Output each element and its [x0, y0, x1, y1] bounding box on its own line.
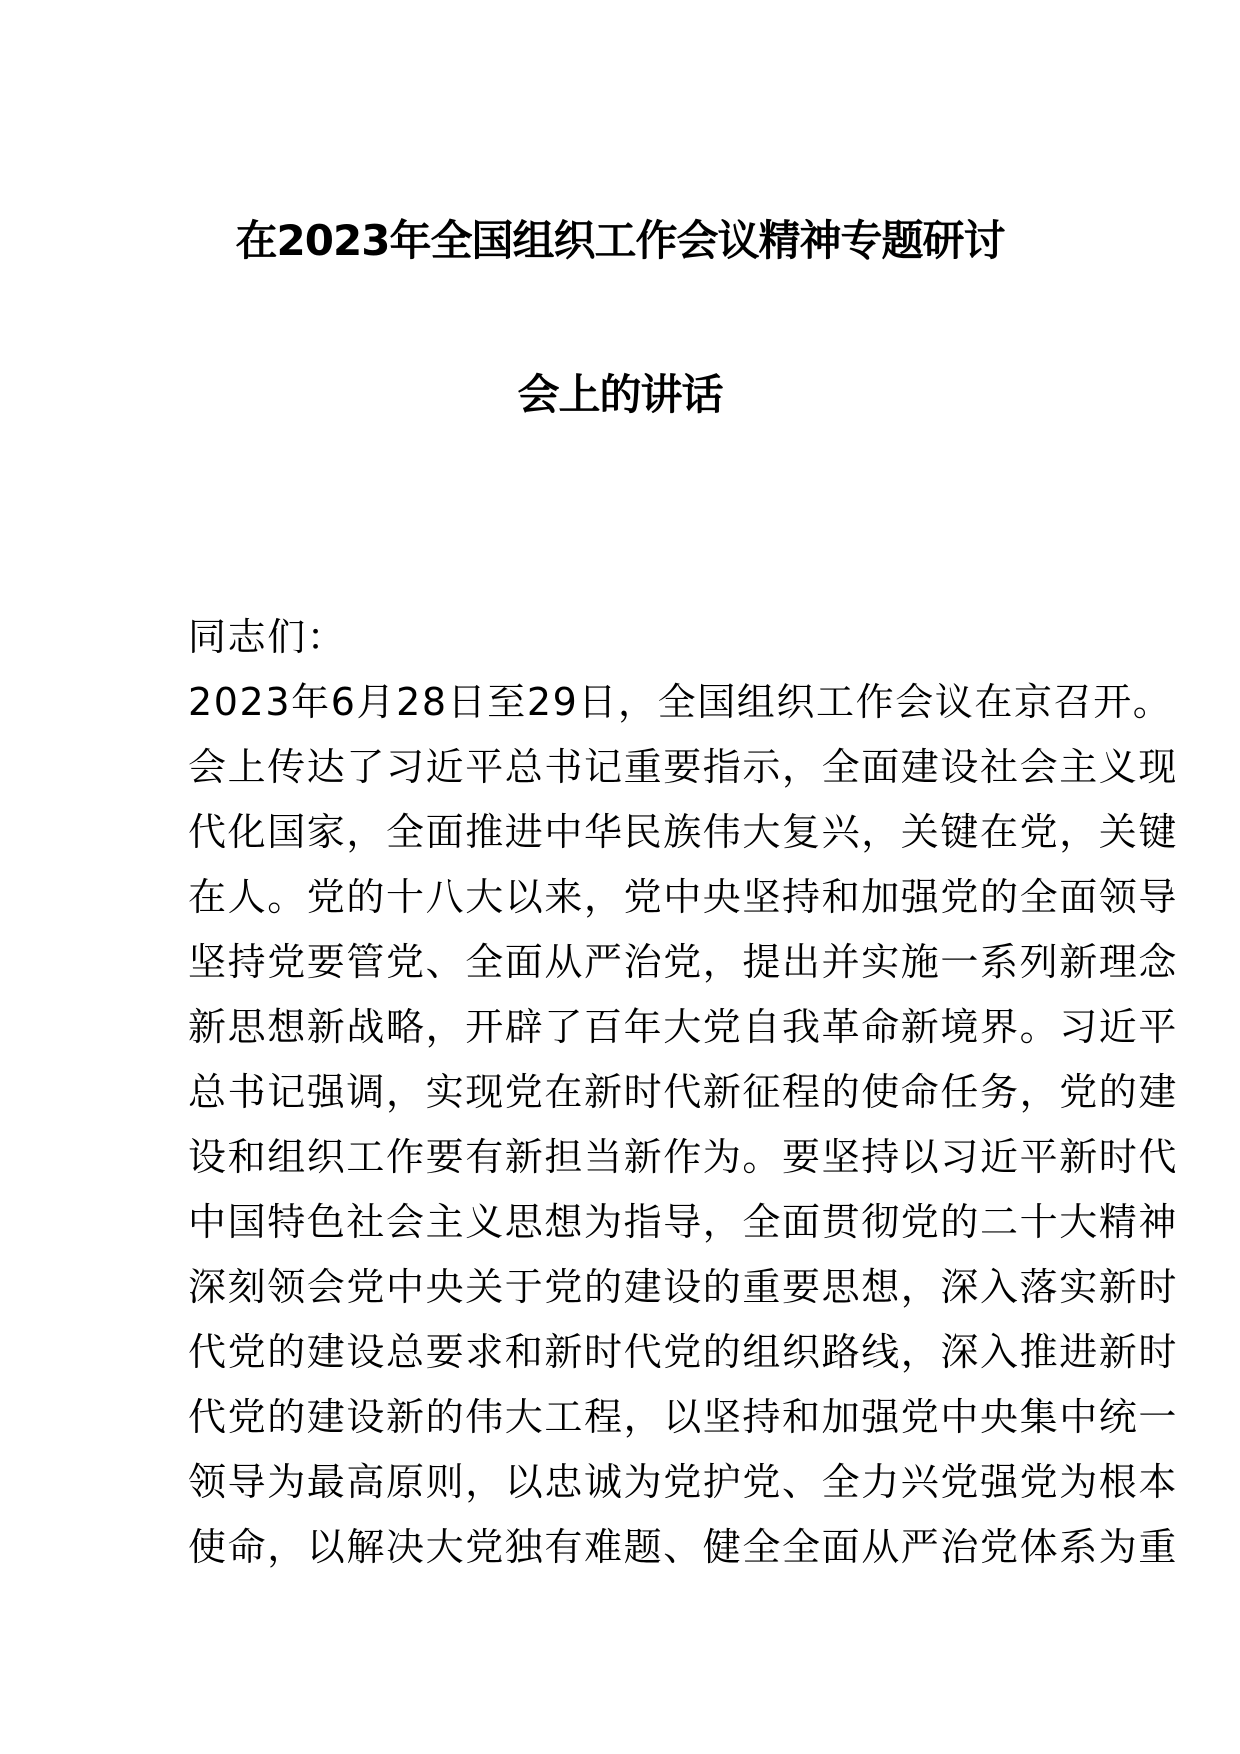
document-body	[188, 605, 1179, 1580]
body-line: 新思想新战略，开辟了百年大党自我革命新境界。习近平	[188, 1005, 1179, 1049]
body-line: 总书记强调，实现党在新时代新征程的使命任务，党的建	[188, 1070, 1179, 1114]
body-line: 使命，以解决大党独有难题、健全全面从严治党体系为重	[188, 1525, 1179, 1569]
body-line: 深刻领会党中央关于党的建设的重要思想，深入落实新时	[188, 1265, 1179, 1309]
body-line: 在人。党的十八大以来，党中央坚持和加强党的全面领导	[188, 875, 1179, 919]
document-title-line-1: 在2023年全国组织工作会议精神专题研讨	[235, 216, 1005, 265]
body-line: 代党的建设总要求和新时代党的组织路线，深入推进新时	[188, 1330, 1179, 1374]
body-line: 中国特色社会主义思想为指导，全面贯彻党的二十大精神	[188, 1200, 1179, 1244]
body-line: 会上传达了习近平总书记重要指示，全面建设社会主义现	[188, 745, 1179, 789]
body-line: 设和组织工作要有新担当新作为。要坚持以习近平新时代	[188, 1135, 1179, 1179]
body-line: 领导为最高原则，以忠诚为党护党、全力兴党强党为根本	[188, 1460, 1179, 1504]
salutation: 同志们：	[188, 615, 347, 659]
body-line: 代党的建设新的伟大工程，以坚持和加强党中央集中统一	[188, 1395, 1179, 1439]
body-line: 坚持党要管党、全面从严治党，提出并实施一系列新理念	[188, 940, 1179, 984]
document-title-line-2: 会上的讲话	[517, 370, 723, 419]
body-line: 代化国家，全面推进中华民族伟大复兴，关键在党，关键	[188, 810, 1179, 854]
body-line: 2023年6月28日至29日，全国组织工作会议在京召开。	[188, 680, 1173, 724]
